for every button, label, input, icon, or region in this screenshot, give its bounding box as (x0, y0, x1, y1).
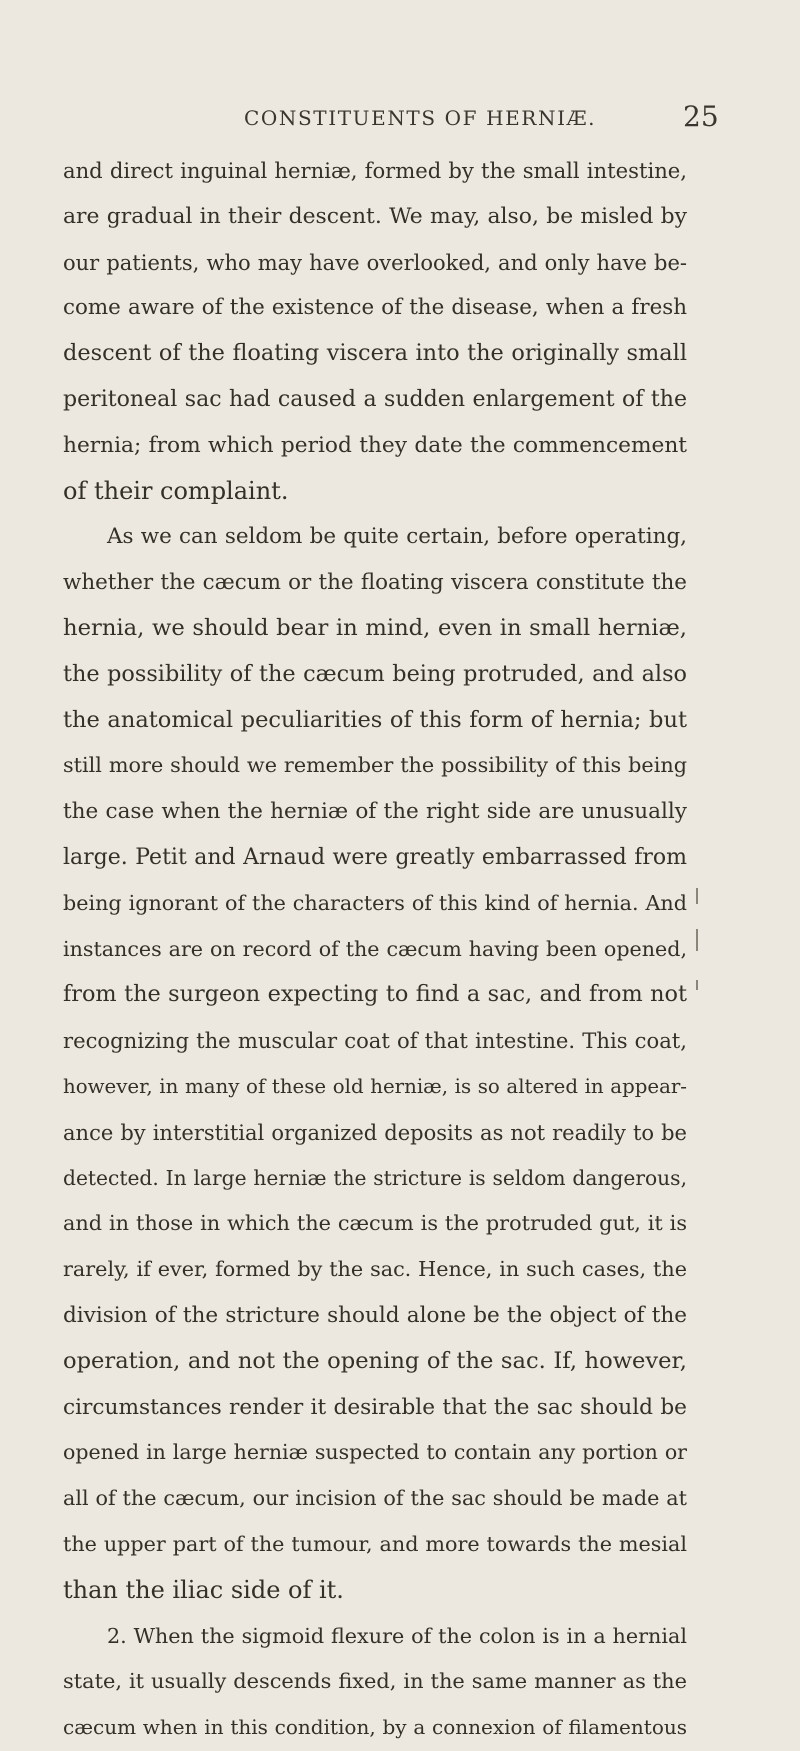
text-line: all of the cæcum, our incision of the sac should be made at (63, 1486, 687, 1511)
page-number: 25 (683, 100, 719, 133)
running-title: CONSTITUENTS OF HERNIÆ. (244, 106, 597, 130)
text-line: are gradual in their descent. We may, also, be misled by (63, 203, 687, 229)
margin-mark (696, 929, 698, 951)
text-line: detected. In large herniæ the stricture is seldom dangerous, (63, 1165, 687, 1190)
text-line: the anatomical peculiarities of this form of hernia; but (63, 706, 687, 733)
text-line: being ignorant of the characters of this kind of hernia. And (63, 890, 687, 915)
text-line: opened in large herniæ suspected to contain any portion or (63, 1440, 687, 1465)
text-line: and in those in which the cæcum is the protruded gut, it is (63, 1211, 687, 1236)
text-line: As we can seldom be quite certain, before operating, (107, 524, 687, 550)
margin-mark (696, 888, 698, 904)
text-line: recognizing the muscular coat of that intestine. This coat, (63, 1028, 687, 1054)
text-line: descent of the floating viscera into the originally small (63, 340, 687, 367)
text-line: rarely, if ever, formed by the sac. Hence, in such cases, the (63, 1257, 687, 1282)
text-line: still more should we remember the possibility of this being (63, 753, 687, 778)
text-line: from the surgeon expecting to find a sac, and from not (63, 981, 687, 1008)
text-line: peritoneal sac had caused a sudden enlargement of the (63, 386, 687, 412)
text-line: and direct inguinal herniæ, formed by the small intestine, (63, 158, 687, 183)
text-line: hernia, we should bear in mind, even in small herniæ, (63, 614, 687, 641)
page-header (0, 100, 800, 140)
text-line: whether the cæcum or the floating viscera constitute the (63, 570, 687, 596)
text-line: of their complaint. (63, 476, 289, 505)
text-line: the case when the herniæ of the right side are unusually (63, 799, 687, 825)
text-line: the possibility of the cæcum being protruded, and also (63, 660, 687, 687)
text-line: the upper part of the tumour, and more towards the mesial (63, 1531, 687, 1556)
text-line: circumstances render it desirable that the sac should be (63, 1394, 687, 1420)
text-line: instances are on record of the cæcum having been opened, (63, 936, 687, 961)
text-line: 2. When the sigmoid flexure of the colon is in a hernial (107, 1623, 687, 1648)
text-line: division of the stricture should alone be the object of the (63, 1302, 687, 1328)
body-text (63, 148, 687, 1751)
text-line: ance by interstitial organized deposits as not readily to be (63, 1119, 687, 1145)
text-line: however, in many of these old herniæ, is so altered in appear- (63, 1074, 687, 1098)
text-line: than the iliac side of it. (63, 1575, 344, 1604)
text-line: hernia; from which period they date the commencement (63, 432, 687, 458)
text-line: cæcum when in this condition, by a connexion of filamentous (63, 1715, 687, 1740)
text-line: our patients, who may have overlooked, and only have be- (63, 249, 687, 275)
text-line: come aware of the existence of the disease, when a fresh (63, 295, 687, 321)
margin-mark (696, 980, 698, 990)
text-line: large. Petit and Arnaud were greatly embarrassed from (63, 844, 687, 870)
text-line: operation, and not the opening of the sac. If, however, (63, 1347, 687, 1374)
text-line: state, it usually descends fixed, in the same manner as the (63, 1669, 687, 1694)
